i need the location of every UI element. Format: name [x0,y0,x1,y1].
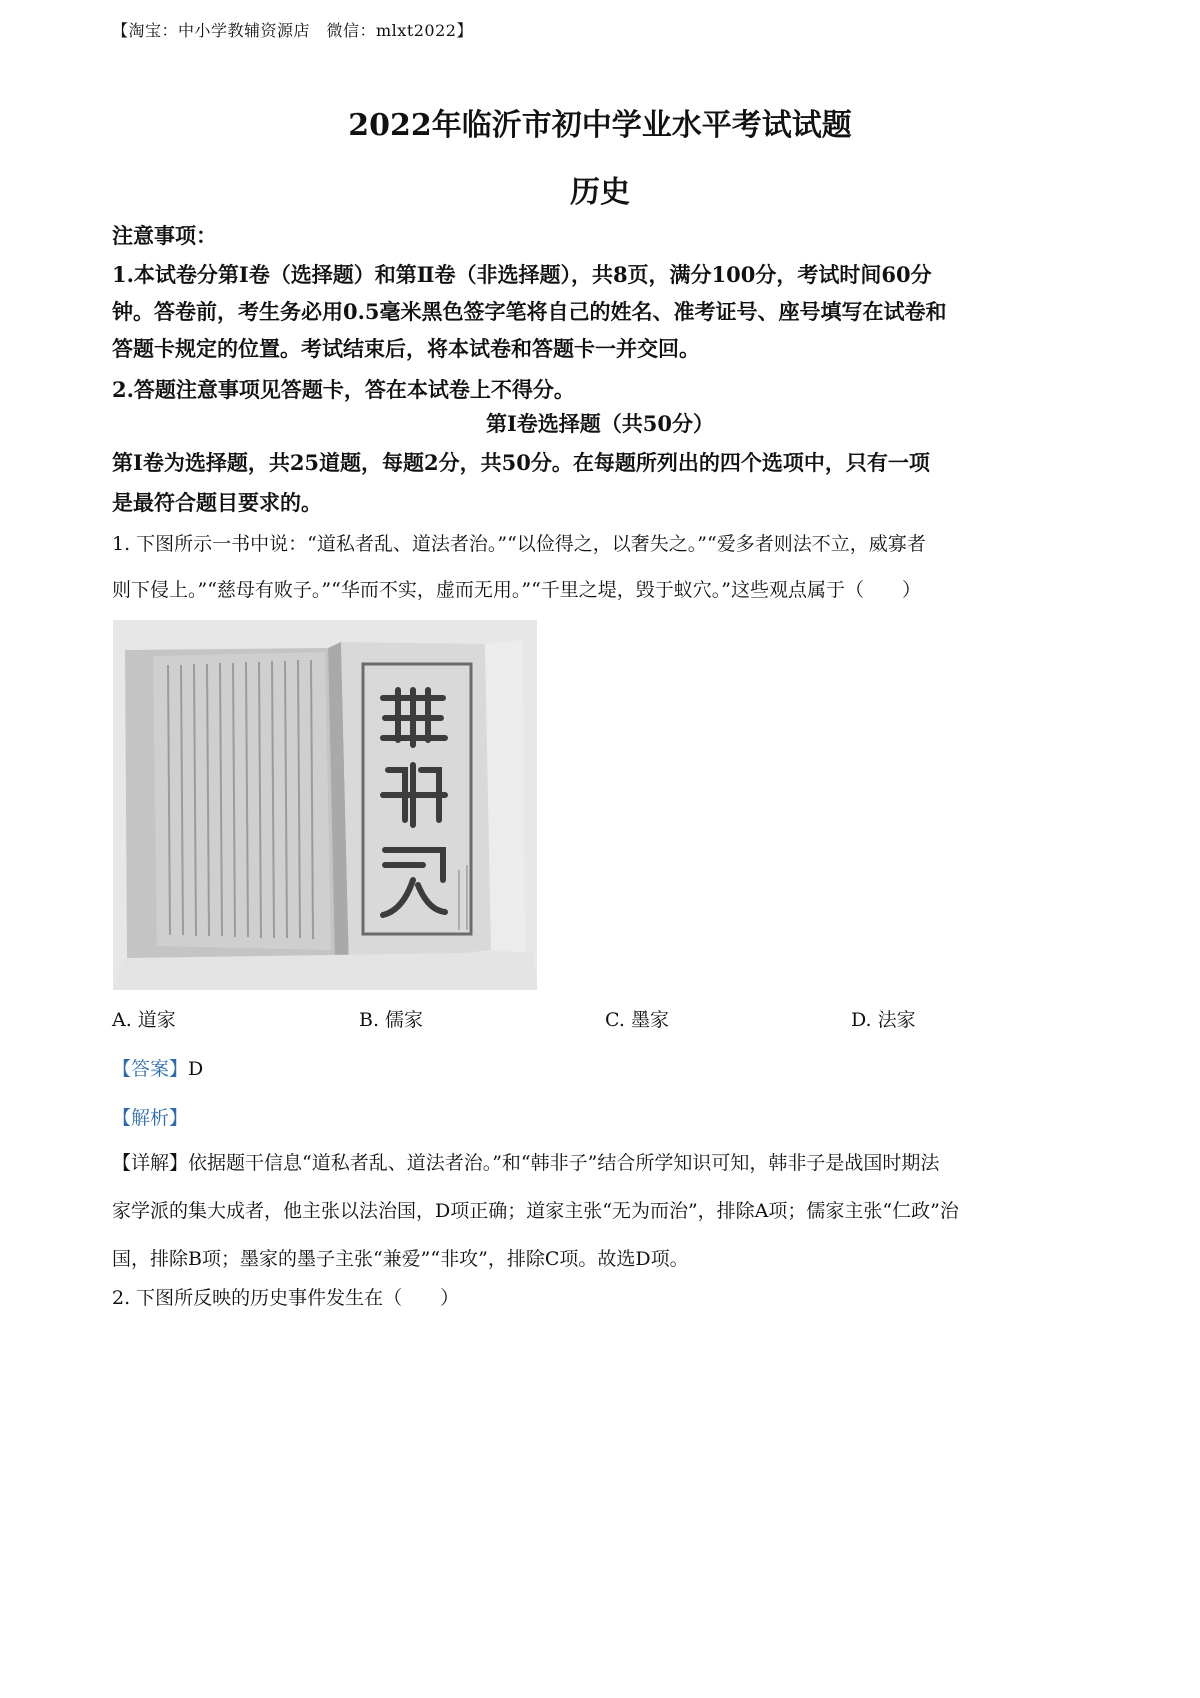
answer-value: D [188,1058,204,1080]
question-2-stem: 2. 下图所反映的历史事件发生在（ ） [112,1287,460,1309]
question-1-line: 则下侵上。”“慈母有败子。”“华而不实，虚而无用。”“千里之堤，毁于蚁穴。”这些观点属于（ ） [112,579,921,601]
note-item-1-line: 钟。答卷前，考生务必用0.5毫米黑色签字笔将自己的姓名、准考证号、座号填写在试卷和 [112,299,947,324]
answer-line [112,1054,203,1081]
header-note: 【淘宝：中小学教辅资源店 微信：mlxt2022】 [112,21,473,40]
section-title: 第Ⅰ卷选择题（共50分） [485,411,715,436]
analysis-detail-line: 【详解】依据题干信息“道私者乱、道法者治。”和“韩非子”结合所学知识可知，韩非子是战国时期法 [112,1152,940,1174]
note-item-1-line: 答题卡规定的位置。考试结束后，将本试卷和答题卡一并交回。 [112,336,700,361]
subject-title: 历史 [570,175,630,210]
analysis-detail-line: 家学派的集大成者，他主张以法治国，D项正确；道家主张“无为而治”，排除A项；儒家主张“仁政”治 [112,1200,959,1222]
section-description [112,443,1102,523]
exam-title: 2022年临沂市初中学业水平考试试题 [348,108,852,143]
answer-tag: 【答案】 [112,1058,189,1080]
analysis-detail [112,1139,1102,1283]
option-a: A. 道家 [112,1009,176,1031]
section-description-line: 第Ⅰ卷为选择题，共25道题，每题2分，共50分。在每题所列出的四个选项中，只有一项 [112,450,930,475]
option-d: D. 法家 [851,1009,916,1031]
section-description-line: 是最符合题目要求的。 [112,490,322,515]
note-item-2: 2.答题注意事项见答题卡，答在本试卷上不得分。 [112,377,575,402]
question-1-stem [112,521,1102,613]
note-item-1 [112,256,1102,367]
question-1-line: 1. 下图所示一书中说：“道私者乱、道法者治。”“以俭得之，以奢失之。”“爱多者则法不立，威寡者 [112,533,926,555]
option-c: C. 墨家 [605,1009,669,1031]
analysis-detail-line: 国，排除B项；墨家的墨子主张“兼爱”“非攻”，排除C项。故选D项。 [112,1248,689,1270]
option-b: B. 儒家 [359,1009,424,1031]
notes-heading: 注意事项： [112,223,217,248]
book-cover-photo [113,620,537,990]
note-item-1-line: 1.本试卷分第Ⅰ卷（选择题）和第Ⅱ卷（非选择题），共8页，满分100分，考试时间60分 [112,262,932,287]
analysis-tag: 【解析】 [112,1107,189,1129]
